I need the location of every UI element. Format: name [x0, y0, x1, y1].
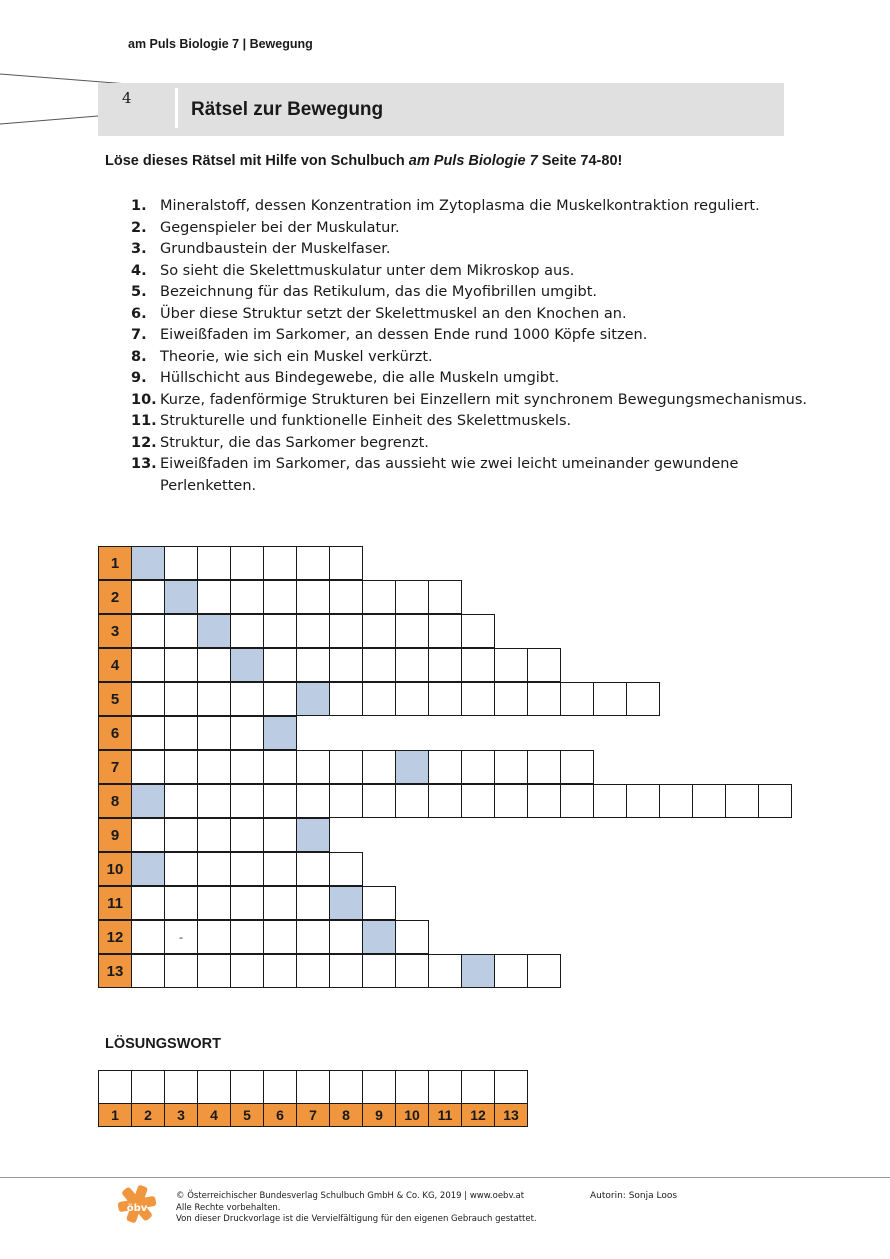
letter-cell[interactable]: [296, 648, 330, 682]
solution-input-cell[interactable]: [428, 1070, 462, 1104]
letter-cell[interactable]: [593, 784, 627, 818]
letter-cell[interactable]: [527, 954, 561, 988]
clue-number: 5.: [131, 284, 147, 300]
letter-cell[interactable]: [230, 682, 264, 716]
clue-item: [131, 304, 811, 326]
clue-item: [131, 282, 811, 304]
clue-number: 10.: [131, 391, 157, 408]
letter-cell[interactable]: [164, 750, 198, 784]
letter-cell[interactable]: [395, 682, 429, 716]
clue-text: Eiweißfaden im Sarkomer, an dessen Ende rund 1000 Köpfe sitzen.: [160, 327, 648, 343]
letter-cell[interactable]: [263, 784, 297, 818]
letter-cell[interactable]: [659, 784, 693, 818]
clue-text: So sieht die Skelettmuskulatur unter dem Mikroskop aus.: [160, 262, 575, 279]
crossword-row: [98, 921, 792, 955]
letter-cell[interactable]: [494, 750, 528, 784]
letter-cell[interactable]: [131, 648, 165, 682]
letter-cell[interactable]: [263, 580, 297, 614]
crossword-row: [98, 615, 792, 649]
solution-letter-cell[interactable]: [461, 954, 495, 988]
solution-input-cell[interactable]: [494, 1070, 528, 1104]
letter-cell[interactable]: [197, 954, 231, 988]
solution-letter-cell[interactable]: [362, 920, 396, 954]
solution-label: LÖSUNGSWORT: [105, 1036, 221, 1052]
letter-cell[interactable]: [263, 750, 297, 784]
clue-text: Struktur, die das Sarkomer begrenzt.: [160, 434, 429, 451]
row-number: 11: [98, 886, 132, 920]
letter-cell[interactable]: [197, 784, 231, 818]
clue-text: Eiweißfaden im Sarkomer, das aussieht wie zwei leicht umeinander gewundene Perlenketten.: [160, 456, 739, 494]
clue-item: [131, 433, 811, 455]
letter-cell[interactable]: [329, 784, 363, 818]
letter-cell[interactable]: [362, 614, 396, 648]
letter-cell[interactable]: [461, 648, 495, 682]
letter-cell[interactable]: [494, 648, 528, 682]
row-number: 1: [98, 546, 132, 580]
solution-input-cell[interactable]: [461, 1070, 495, 1104]
publisher-logo: [116, 1183, 158, 1229]
clue-number: 2.: [131, 219, 147, 236]
letter-cell[interactable]: [395, 648, 429, 682]
solution-number: 4: [197, 1103, 231, 1127]
letter-cell[interactable]: [164, 614, 198, 648]
solution-input-cell[interactable]: [98, 1070, 132, 1104]
solution-number: 7: [296, 1103, 330, 1127]
row-number: 5: [98, 682, 132, 716]
letter-cell[interactable]: [527, 682, 561, 716]
letter-cell[interactable]: [296, 954, 330, 988]
letter-cell[interactable]: [494, 954, 528, 988]
crossword-row: [98, 887, 792, 921]
copy-permission-line: Von dieser Druckvorlage ist die Vervielfältigung für den eigenen Gebrauch gestattet.: [176, 1214, 537, 1224]
solution-letter-cell[interactable]: [197, 614, 231, 648]
letter-cell[interactable]: [362, 886, 396, 920]
letter-cell[interactable]: [395, 784, 429, 818]
letter-cell[interactable]: [164, 682, 198, 716]
clue-item: [131, 390, 811, 412]
letter-cell[interactable]: [263, 682, 297, 716]
letter-cell[interactable]: [461, 682, 495, 716]
banner-separator: [175, 88, 178, 128]
letter-cell[interactable]: [692, 784, 726, 818]
clue-number: 13.: [131, 456, 157, 472]
crossword-row: [98, 547, 792, 581]
letter-cell[interactable]: [428, 614, 462, 648]
letter-cell[interactable]: [362, 954, 396, 988]
letter-cell[interactable]: [263, 648, 297, 682]
crossword-row: [98, 649, 792, 683]
letter-cell[interactable]: [230, 852, 264, 886]
letter-cell[interactable]: [395, 920, 429, 954]
letter-cell[interactable]: [296, 920, 330, 954]
letter-cell[interactable]: [230, 886, 264, 920]
row-number: 10: [98, 852, 132, 886]
solution-input-cell[interactable]: [362, 1070, 396, 1104]
letter-cell[interactable]: [197, 648, 231, 682]
solution-number: 1: [98, 1103, 132, 1127]
letter-cell[interactable]: [197, 886, 231, 920]
crossword-row: [98, 717, 792, 751]
solution-letter-cell[interactable]: [329, 886, 363, 920]
letter-cell[interactable]: [230, 580, 264, 614]
copyright-text: [176, 1191, 537, 1226]
clue-item: [131, 261, 811, 283]
solution-number: 2: [131, 1103, 165, 1127]
clue-text: Mineralstoff, dessen Konzentration im Zytoplasma die Muskelkontraktion reguliert.: [160, 198, 760, 214]
solution-letter-cell[interactable]: [131, 546, 165, 580]
letter-cell[interactable]: [362, 580, 396, 614]
solution-grid: [98, 1071, 528, 1127]
letter-cell[interactable]: [230, 614, 264, 648]
solution-input-cell[interactable]: [164, 1070, 198, 1104]
row-number: 2: [98, 580, 132, 614]
letter-cell[interactable]: [230, 546, 264, 580]
clue-text: Gegenspieler bei der Muskulatur.: [160, 219, 400, 236]
letter-cell[interactable]: [428, 750, 462, 784]
crossword-row: [98, 955, 792, 989]
letter-cell[interactable]: [164, 954, 198, 988]
instruction-book: am Puls Biologie 7: [408, 153, 538, 169]
letter-cell[interactable]: [230, 954, 264, 988]
crossword-row: [98, 751, 792, 785]
solution-input-cell[interactable]: [131, 1070, 165, 1104]
letter-cell[interactable]: [131, 750, 165, 784]
copyright-line: © Österreichischer Bundesverlag Schulbuch GmbH & Co. KG, 2019 | www.oebv.at: [176, 1191, 525, 1201]
row-number: 8: [98, 784, 132, 818]
letter-cell[interactable]: [428, 648, 462, 682]
clue-item: [131, 347, 811, 369]
letter-cell[interactable]: [560, 750, 594, 784]
crossword-grid: [98, 547, 792, 989]
letter-cell[interactable]: [197, 716, 231, 750]
letter-cell[interactable]: [296, 546, 330, 580]
letter-cell[interactable]: [131, 614, 165, 648]
clue-number: 8.: [131, 348, 147, 365]
rights-line: Alle Rechte vorbehalten.: [176, 1202, 281, 1213]
row-number: 6: [98, 716, 132, 750]
letter-cell[interactable]: [263, 614, 297, 648]
clue-text: Bezeichnung für das Retikulum, das die Myofibrillen umgibt.: [160, 284, 597, 300]
letter-cell[interactable]: [560, 682, 594, 716]
letter-cell[interactable]: [296, 580, 330, 614]
solution-number: 8: [329, 1103, 363, 1127]
solution-number: 11: [428, 1103, 462, 1127]
clue-item: [131, 325, 811, 347]
letter-cell[interactable]: [428, 954, 462, 988]
row-number: 9: [98, 818, 132, 852]
row-number: 7: [98, 750, 132, 784]
letter-cell[interactable]: [527, 750, 561, 784]
instruction-prefix: Löse dieses Rätsel mit Hilfe von Schulbuch: [105, 153, 409, 169]
letter-cell[interactable]: [197, 546, 231, 580]
letter-cell[interactable]: [758, 784, 792, 818]
letter-cell[interactable]: [164, 648, 198, 682]
letter-cell[interactable]: [164, 886, 198, 920]
letter-cell[interactable]: [164, 716, 198, 750]
crossword-row: [98, 785, 792, 819]
clue-item: [131, 454, 811, 497]
instruction: [105, 153, 622, 169]
clue-text: Theorie, wie sich ein Muskel verkürzt.: [160, 348, 433, 365]
letter-cell[interactable]: [230, 818, 264, 852]
letter-cell[interactable]: [395, 580, 429, 614]
letter-cell[interactable]: [263, 954, 297, 988]
letter-cell[interactable]: [329, 614, 363, 648]
solution-letter-cell[interactable]: [296, 682, 330, 716]
letter-cell[interactable]: [725, 784, 759, 818]
letter-cell[interactable]: [131, 920, 165, 954]
letter-cell[interactable]: -: [164, 920, 198, 954]
letter-cell[interactable]: [131, 580, 165, 614]
letter-cell[interactable]: [428, 580, 462, 614]
solution-cells-row: [98, 1071, 528, 1104]
letter-cell[interactable]: [197, 852, 231, 886]
solution-input-cell[interactable]: [296, 1070, 330, 1104]
row-number: 4: [98, 648, 132, 682]
clue-number: 4.: [131, 262, 147, 279]
letter-cell[interactable]: [296, 886, 330, 920]
letter-cell[interactable]: [428, 784, 462, 818]
oebv-logo-icon: [116, 1183, 158, 1225]
author: Autorin: Sonja Loos: [590, 1191, 678, 1201]
clue-text: Hüllschicht aus Bindegewebe, die alle Muskeln umgibt.: [160, 370, 560, 386]
letter-cell[interactable]: [626, 682, 660, 716]
letter-cell[interactable]: [362, 682, 396, 716]
letter-cell[interactable]: [164, 852, 198, 886]
solution-input-cell[interactable]: [395, 1070, 429, 1104]
clue-number: 9.: [131, 370, 147, 386]
clue-number: 6.: [131, 305, 147, 322]
letter-cell[interactable]: [329, 580, 363, 614]
solution-number: 6: [263, 1103, 297, 1127]
letter-cell[interactable]: [296, 750, 330, 784]
letter-cell[interactable]: [461, 784, 495, 818]
crossword-row: [98, 853, 792, 887]
clue-text: Kurze, fadenförmige Strukturen bei Einzellern mit synchronem Bewegungsmechanismus.: [160, 391, 808, 408]
solution-letter-cell[interactable]: [263, 716, 297, 750]
letter-cell[interactable]: [461, 614, 495, 648]
letter-cell[interactable]: [329, 852, 363, 886]
letter-cell[interactable]: [197, 750, 231, 784]
letter-cell[interactable]: [428, 682, 462, 716]
letter-cell[interactable]: [131, 886, 165, 920]
clue-number: 12.: [131, 434, 157, 451]
letter-cell[interactable]: [527, 784, 561, 818]
crossword-row: [98, 683, 792, 717]
solution-numbers-row: [98, 1104, 528, 1127]
letter-cell[interactable]: [362, 750, 396, 784]
solution-letter-cell[interactable]: [395, 750, 429, 784]
clue-list: [131, 196, 811, 497]
solution-number: 9: [362, 1103, 396, 1127]
page-title: Rätsel zur Bewegung: [191, 99, 384, 120]
clue-item: [131, 368, 811, 390]
letter-cell[interactable]: [263, 818, 297, 852]
clue-item: [131, 218, 811, 240]
clue-number: 3.: [131, 241, 147, 257]
solution-letter-cell[interactable]: [230, 648, 264, 682]
clue-text: Strukturelle und funktionelle Einheit des Skelettmuskels.: [160, 413, 572, 429]
solution-input-cell[interactable]: [197, 1070, 231, 1104]
clue-number: 7.: [131, 327, 147, 343]
letter-cell[interactable]: [197, 818, 231, 852]
solution-letter-cell[interactable]: [131, 852, 165, 886]
letter-cell[interactable]: [131, 954, 165, 988]
letter-cell[interactable]: [131, 682, 165, 716]
logo-text: öbv: [126, 1203, 148, 1214]
solution-input-cell[interactable]: [329, 1070, 363, 1104]
letter-cell[interactable]: [329, 920, 363, 954]
letter-cell[interactable]: [329, 954, 363, 988]
solution-number: 13: [494, 1103, 528, 1127]
letter-cell[interactable]: [395, 954, 429, 988]
instruction-suffix: Seite 74-80!: [537, 153, 623, 169]
solution-letter-cell[interactable]: [296, 818, 330, 852]
letter-cell[interactable]: [164, 818, 198, 852]
clue-number: 1.: [131, 198, 147, 214]
letter-cell[interactable]: [329, 750, 363, 784]
row-number: 3: [98, 614, 132, 648]
letter-cell[interactable]: [296, 784, 330, 818]
solution-number: 10: [395, 1103, 429, 1127]
letter-cell[interactable]: [395, 614, 429, 648]
letter-cell[interactable]: [230, 750, 264, 784]
page-number: 4: [122, 89, 132, 107]
letter-cell[interactable]: [263, 920, 297, 954]
clue-number: 11.: [131, 413, 157, 429]
letter-cell[interactable]: [296, 614, 330, 648]
letter-cell[interactable]: [329, 648, 363, 682]
letter-cell[interactable]: [131, 818, 165, 852]
row-number: 13: [98, 954, 132, 988]
letter-cell[interactable]: [461, 750, 495, 784]
letter-cell[interactable]: [230, 716, 264, 750]
letter-cell[interactable]: [131, 716, 165, 750]
letter-cell[interactable]: [362, 648, 396, 682]
book-header: am Puls Biologie 7 | Bewegung: [128, 37, 313, 51]
solution-number: 5: [230, 1103, 264, 1127]
footer-divider: [0, 1177, 890, 1178]
letter-cell[interactable]: [560, 784, 594, 818]
crossword-row: [98, 581, 792, 615]
letter-cell[interactable]: [197, 682, 231, 716]
clue-item: [131, 196, 811, 218]
letter-cell[interactable]: [230, 920, 264, 954]
letter-cell[interactable]: [527, 648, 561, 682]
clue-item: [131, 239, 811, 261]
letter-cell[interactable]: [263, 852, 297, 886]
letter-cell[interactable]: [230, 784, 264, 818]
solution-letter-cell[interactable]: [131, 784, 165, 818]
solution-letter-cell[interactable]: [164, 580, 198, 614]
solution-input-cell[interactable]: [230, 1070, 264, 1104]
letter-cell[interactable]: [494, 682, 528, 716]
letter-cell[interactable]: [494, 784, 528, 818]
solution-number: 12: [461, 1103, 495, 1127]
letter-cell[interactable]: [329, 682, 363, 716]
clue-item: [131, 411, 811, 433]
letter-cell[interactable]: [329, 546, 363, 580]
crossword-row: [98, 819, 792, 853]
letter-cell[interactable]: [197, 580, 231, 614]
solution-input-cell[interactable]: [263, 1070, 297, 1104]
letter-cell[interactable]: [197, 920, 231, 954]
letter-cell[interactable]: [626, 784, 660, 818]
letter-cell[interactable]: [164, 546, 198, 580]
letter-cell[interactable]: [263, 886, 297, 920]
letter-cell[interactable]: [296, 852, 330, 886]
letter-cell[interactable]: [593, 682, 627, 716]
letter-cell[interactable]: [164, 784, 198, 818]
letter-cell[interactable]: [263, 546, 297, 580]
row-number: 12: [98, 920, 132, 954]
letter-cell[interactable]: [362, 784, 396, 818]
clue-text: Über diese Struktur setzt der Skelettmuskel an den Knochen an.: [160, 305, 627, 322]
solution-number: 3: [164, 1103, 198, 1127]
clue-text: Grundbaustein der Muskelfaser.: [160, 241, 391, 257]
